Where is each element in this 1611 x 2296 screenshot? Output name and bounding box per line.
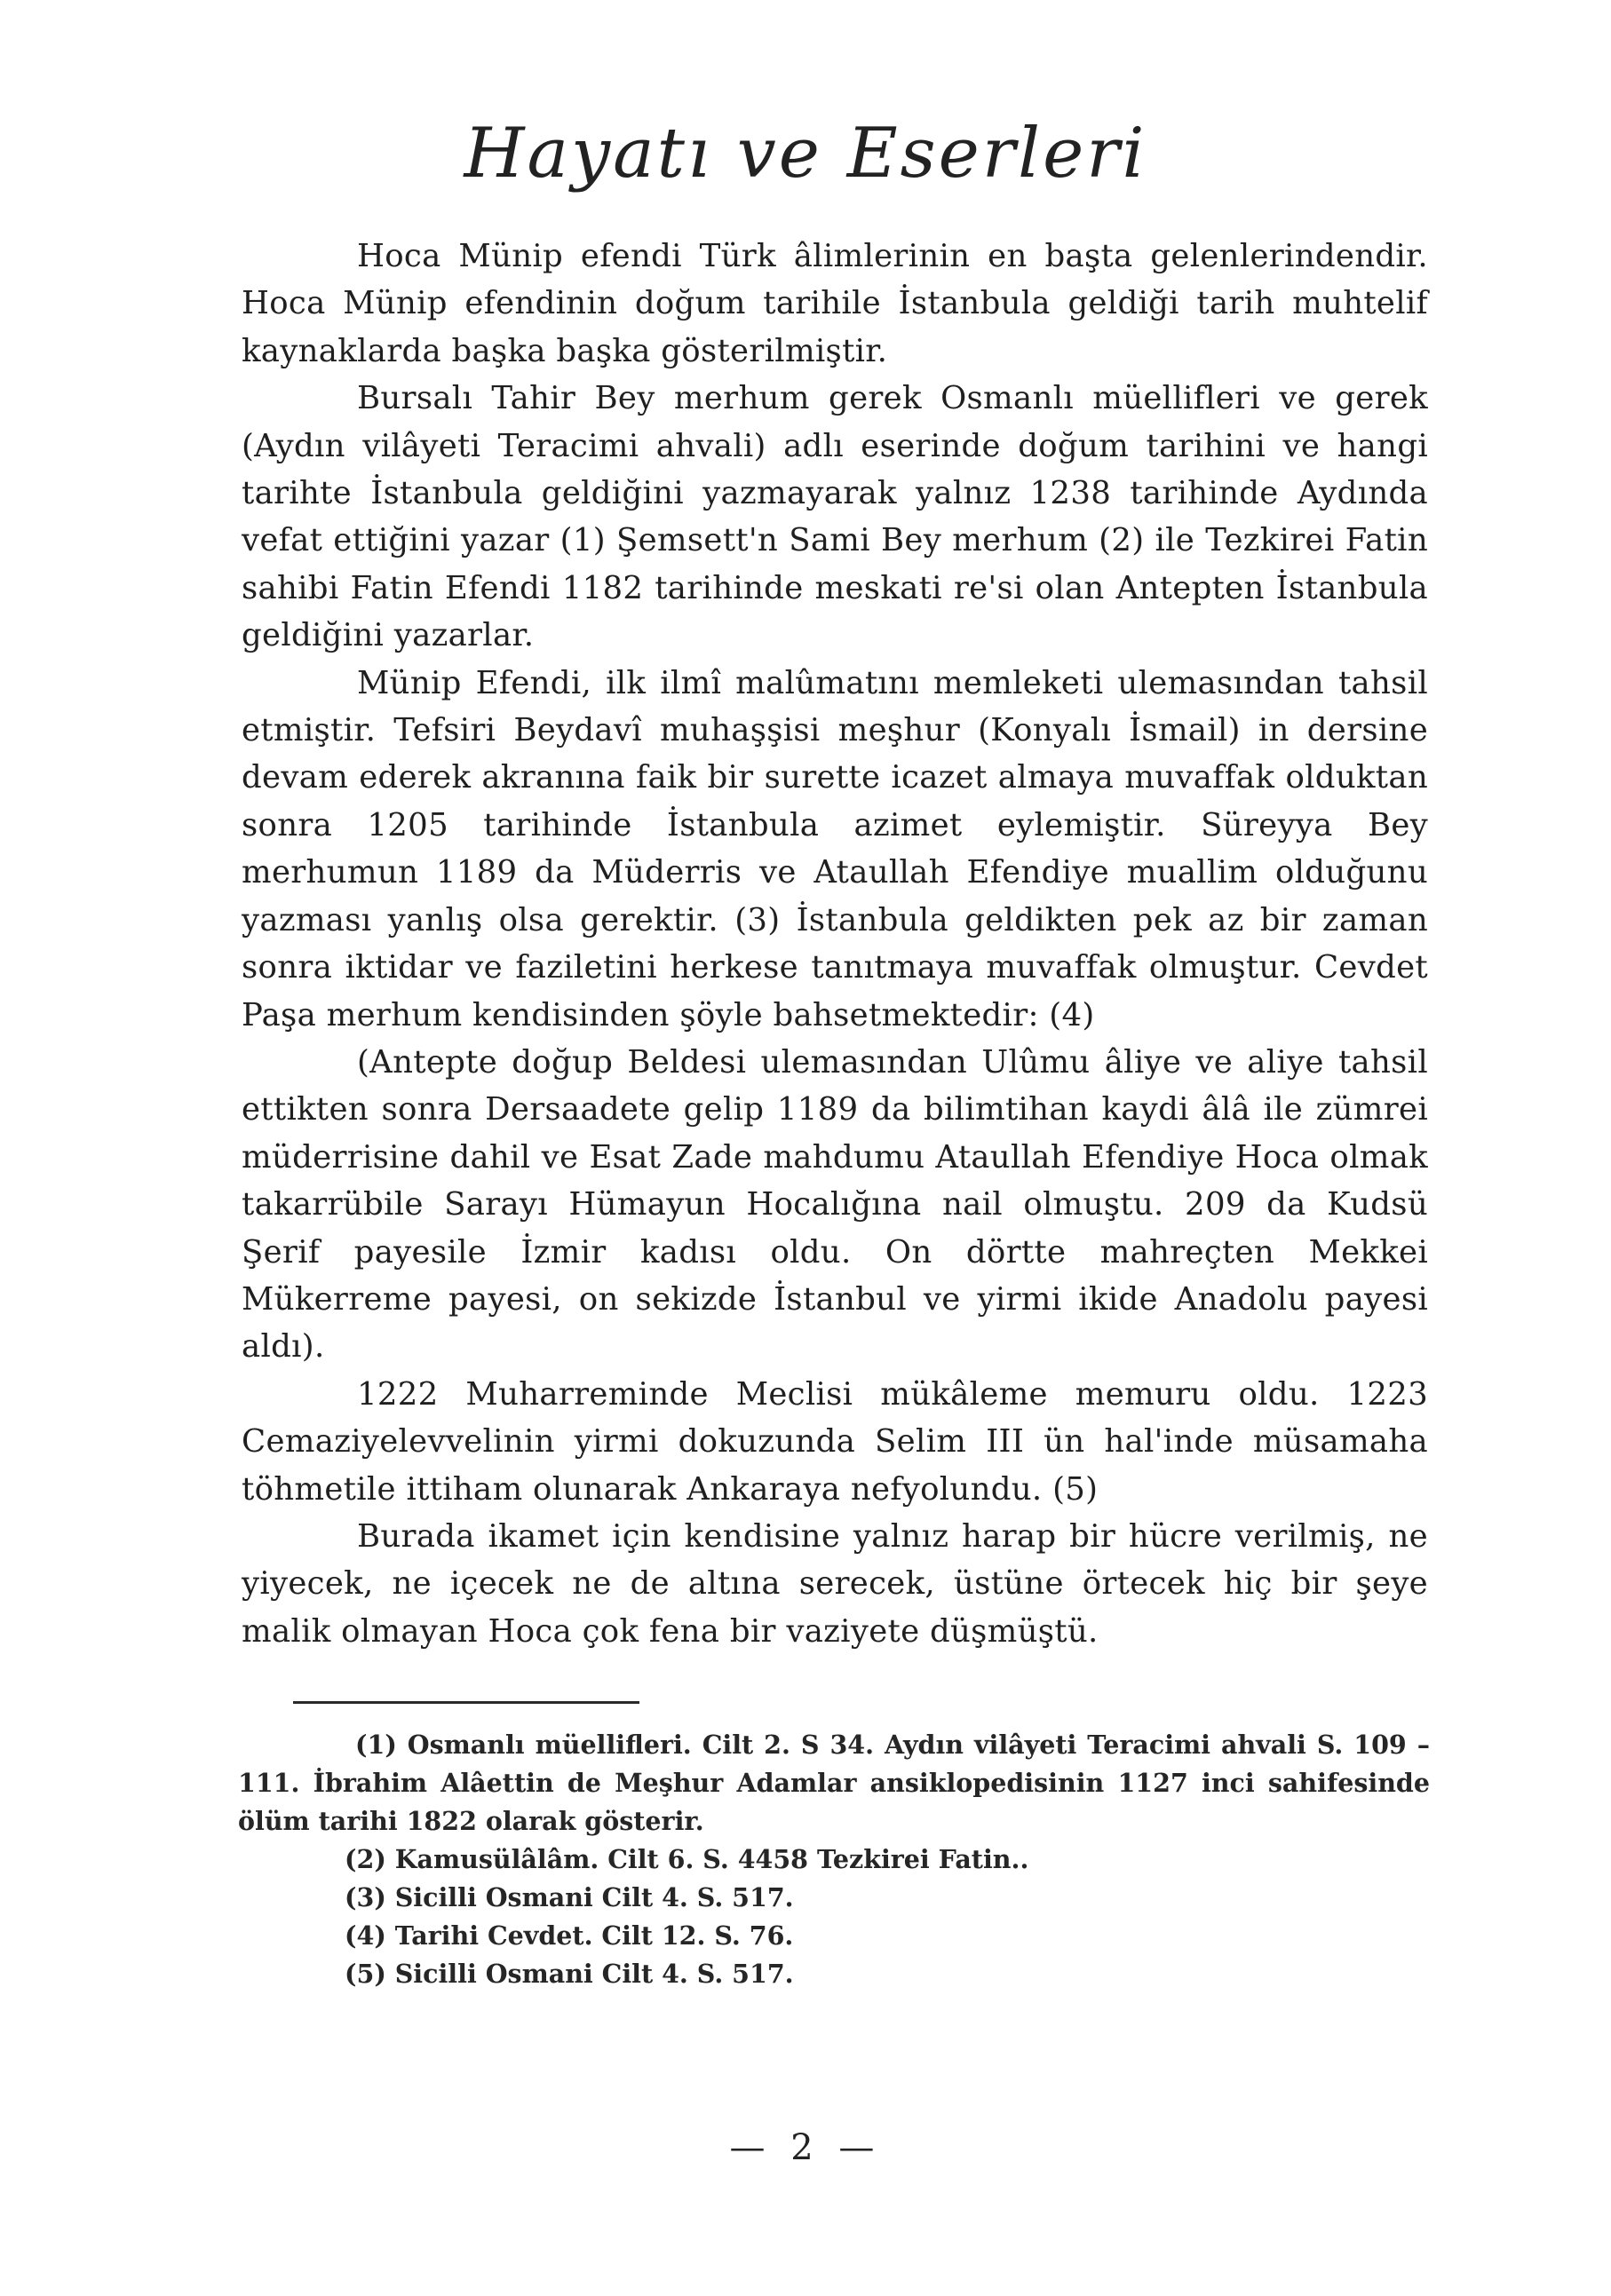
footnote: (5) Sicilli Osmani Cilt 4. S. 517. — [345, 1959, 794, 1989]
paragraph: Bursalı Tahir Bey merhum gerek Osmanlı müellifleri ve gerek (Aydın vilâyeti Teracimi ahvali) adlı eserinde doğum tarihini ve hangi tarihte İstanbula geldiğini yazmayarak yalnız 1238 tarihinde Aydında vefat ettiğini yazar (1) Şemsett'n Sami Bey merhum (2) ile Tezkirei Fatin sahibi Fatin Efendi 1182 tarihinde meskati re'si olan Antepten İstanbula geldiğini yazarlar. — [242, 380, 1428, 654]
footnote-divider — [293, 1701, 639, 1704]
footnote: (2) Kamusülâlâm. Cilt 6. S. 4458 Tezkirei Fatin.. — [345, 1844, 1029, 1874]
paragraph: Burada ikamet için kendisine yalnız harap bir hücre verilmiş, ne yiyecek, ne içecek ne de altına serecek, üstüne örtecek hiç bir şeye malik olmayan Hoca çok fena bir vaziyete düşmüştü. — [242, 1517, 1428, 1650]
paragraph: Münip Efendi, ilk ilmî malûmatını memleketi ulemasından tahsil etmiştir. Tefsiri Beydavî muhaşşisi meşhur (Konyalı İsmail) in dersine devam ederek akranına faik bir surette icazet almaya muvaffak olduktan sonra 1205 tarihinde İstanbula azimet eylemiştir. Süreyya Bey merhumun 1189 da Müderris ve Ataullah Efendiye muallim olduğunu yazması yanlış olsa gerektir. (3) İstanbula geldikten pek az bir zaman sonra iktidar ve faziletini herkese tanıtmaya muvaffak olmuştur. Cevdet Paşa merhum kendisinden şöyle bahsetmektedir: (4) — [242, 664, 1428, 1033]
footnote: (1) Osmanlı müellifleri. Cilt 2. S 34. Aydın vilâyeti Teracimi ahvali S. 109 – 111. İbrahim Alâettin de Meşhur Adamlar ansiklopedisinin 1127 inci sahifesinde ölüm tarihi 1822 olarak gösterir. — [238, 1730, 1430, 1836]
body-text — [242, 233, 1428, 1655]
footnote: (3) Sicilli Osmani Cilt 4. S. 517. — [345, 1882, 794, 1912]
paragraph: Hoca Münip efendi Türk âlimlerinin en başta gelenlerindendir. Hoca Münip efendinin doğum tarihile İstanbula geldiği tarih muhtelif kaynaklarda başka başka gösterilmiştir. — [242, 238, 1428, 369]
footnote: (4) Tarihi Cevdet. Cilt 12. S. 76. — [345, 1920, 794, 1951]
page-number: — 2 — — [729, 2127, 882, 2168]
page-title: Hayatı ve Eserleri — [464, 114, 1147, 194]
paragraph: (Antepte doğup Beldesi ulemasından Ulûmu âliye ve aliye tahsil ettikten sonra Dersaadete gelip 1189 da bilimtihan kaydi âlâ ile zümrei müderrisine dahil ve Esat Zade mahdumu Ataullah Efendiye Hoca olmak takarrübile Sarayı Hümayun Hocalığına nail olmuştu. 209 da Kudsü Şerif payesile İzmir kadısı oldu. On dörtte mahreçten Mekkei Mükerreme payesi, on sekizde İstanbul ve yirmi ikide Anadolu payesi aldı). — [242, 1043, 1428, 1366]
footnotes — [238, 1726, 1430, 1993]
paragraph: 1222 Muharreminde Meclisi mükâleme memuru oldu. 1223 Cemaziyelevvelinin yirmi dokuzunda Selim III ün hal'inde müsamaha töhmetile ittiham olunarak Ankaraya nefyolundu. (5) — [242, 1375, 1428, 1508]
